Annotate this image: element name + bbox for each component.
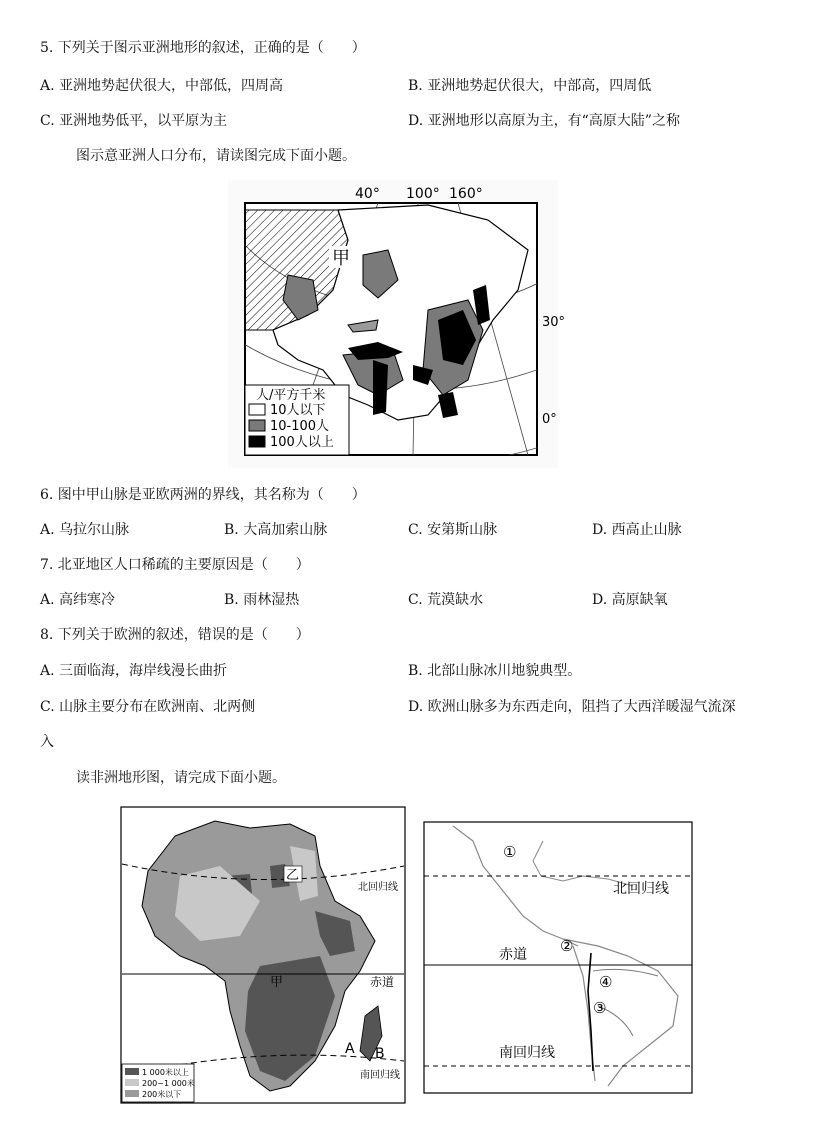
africa-map-svg: [120, 806, 406, 1104]
sa-marker-2: ②: [560, 937, 574, 955]
q8-option-d[interactable]: D. 欧洲山脉多为东西走向，阻挡了大西洋暖湿气流深: [408, 699, 736, 715]
sa-marker-1: ①: [503, 843, 517, 861]
africa-equator-label: 赤道: [370, 975, 395, 989]
q7-stem: 7. 北亚地区人口稀疏的主要原因是（ ）: [40, 557, 310, 573]
asia-mountain-jia: 甲: [332, 248, 350, 269]
q8-option-a[interactable]: A. 三面临海，海岸线漫长曲折: [40, 663, 228, 679]
q5-option-d[interactable]: D. 亚洲地形以高原为主，有“高原大陆”之称: [408, 113, 680, 129]
asia-lon-100: 100°: [406, 186, 440, 202]
q7-option-a[interactable]: A. 高纬寒冷: [40, 592, 116, 608]
q6-option-d[interactable]: D. 西高止山脉: [592, 522, 682, 538]
sa-marker-4: ④: [599, 973, 613, 991]
legend-swatch-high: [249, 436, 265, 447]
sa-tropic-s-label: 南回归线: [499, 1045, 555, 1061]
asia-map-svg: [228, 180, 566, 468]
q7-option-c[interactable]: C. 荒漠缺水: [408, 592, 484, 608]
q8-option-d-cont: 入: [40, 734, 54, 750]
q5-option-b[interactable]: B. 亚洲地势起伏很大，中部高，四周低: [408, 78, 652, 94]
south-america-map: [423, 821, 693, 1094]
asia-lon-160: 160°: [449, 186, 483, 202]
asia-lat-0: 0°: [542, 412, 557, 427]
intro-asia: 图示意亚洲人口分布，请读图完成下面小题。: [76, 148, 356, 164]
legend-high: 100人以上: [270, 435, 334, 450]
sa-tropic-n-label: 北回归线: [613, 881, 669, 897]
q8-option-b[interactable]: B. 北部山脉冰川地貌典型。: [408, 663, 582, 679]
q8-stem: 8. 下列关于欧洲的叙述，错误的是（ ）: [40, 627, 310, 643]
africa-tropic-s-label: 南回归线: [360, 1070, 400, 1081]
q6-option-c[interactable]: C. 安第斯山脉: [408, 522, 498, 538]
legend-low: 10人以下: [270, 403, 326, 418]
africa-label-yi: 乙: [286, 868, 300, 883]
q6-option-b[interactable]: B. 大高加索山脉: [224, 522, 328, 538]
q7-option-b[interactable]: B. 雨林湿热: [224, 592, 300, 608]
africa-legend-mid: 200~1 000米: [142, 1079, 195, 1088]
q8-option-c[interactable]: C. 山脉主要分布在欧洲南、北两侧: [40, 699, 256, 715]
intro-africa: 读非洲地形图，请完成下面小题。: [76, 770, 286, 786]
q5-option-c[interactable]: C. 亚洲地势低平，以平原为主: [40, 113, 228, 129]
africa-legend-low: 200米以下: [142, 1090, 182, 1099]
q6-option-a[interactable]: A. 乌拉尔山脉: [40, 522, 130, 538]
legend-swatch-mid: [249, 420, 265, 431]
sa-equator-label: 赤道: [499, 947, 527, 963]
legend-swatch-low: [249, 404, 265, 415]
africa-label-jia: 甲: [270, 975, 284, 990]
africa-label-a: A: [345, 1041, 355, 1057]
q6-stem: 6. 图中甲山脉是亚欧两洲的界线，其名称为（ ）: [40, 487, 366, 503]
legend-mid: 10-100人: [270, 419, 330, 434]
q5-stem: 5. 下列关于图示亚洲地形的叙述，正确的是（ ）: [40, 40, 366, 56]
africa-legend-high: 1 000米以上: [142, 1068, 189, 1077]
africa-relief-map: [120, 806, 406, 1104]
asia-population-map: [228, 180, 566, 468]
africa-tropic-n-label: 北回归线: [358, 882, 398, 893]
sa-marker-3: ③: [593, 999, 607, 1017]
asia-lon-40: 40°: [355, 186, 380, 202]
asia-lat-30: 30°: [542, 315, 566, 330]
q7-option-d[interactable]: D. 高原缺氧: [592, 592, 668, 608]
africa-label-b: B: [375, 1046, 385, 1062]
sa-map-svg: [423, 821, 693, 1094]
q5-option-a[interactable]: A. 亚洲地势起伏很大，中部低，四周高: [40, 78, 284, 94]
asia-legend-title: 人/平方千米: [256, 388, 326, 403]
